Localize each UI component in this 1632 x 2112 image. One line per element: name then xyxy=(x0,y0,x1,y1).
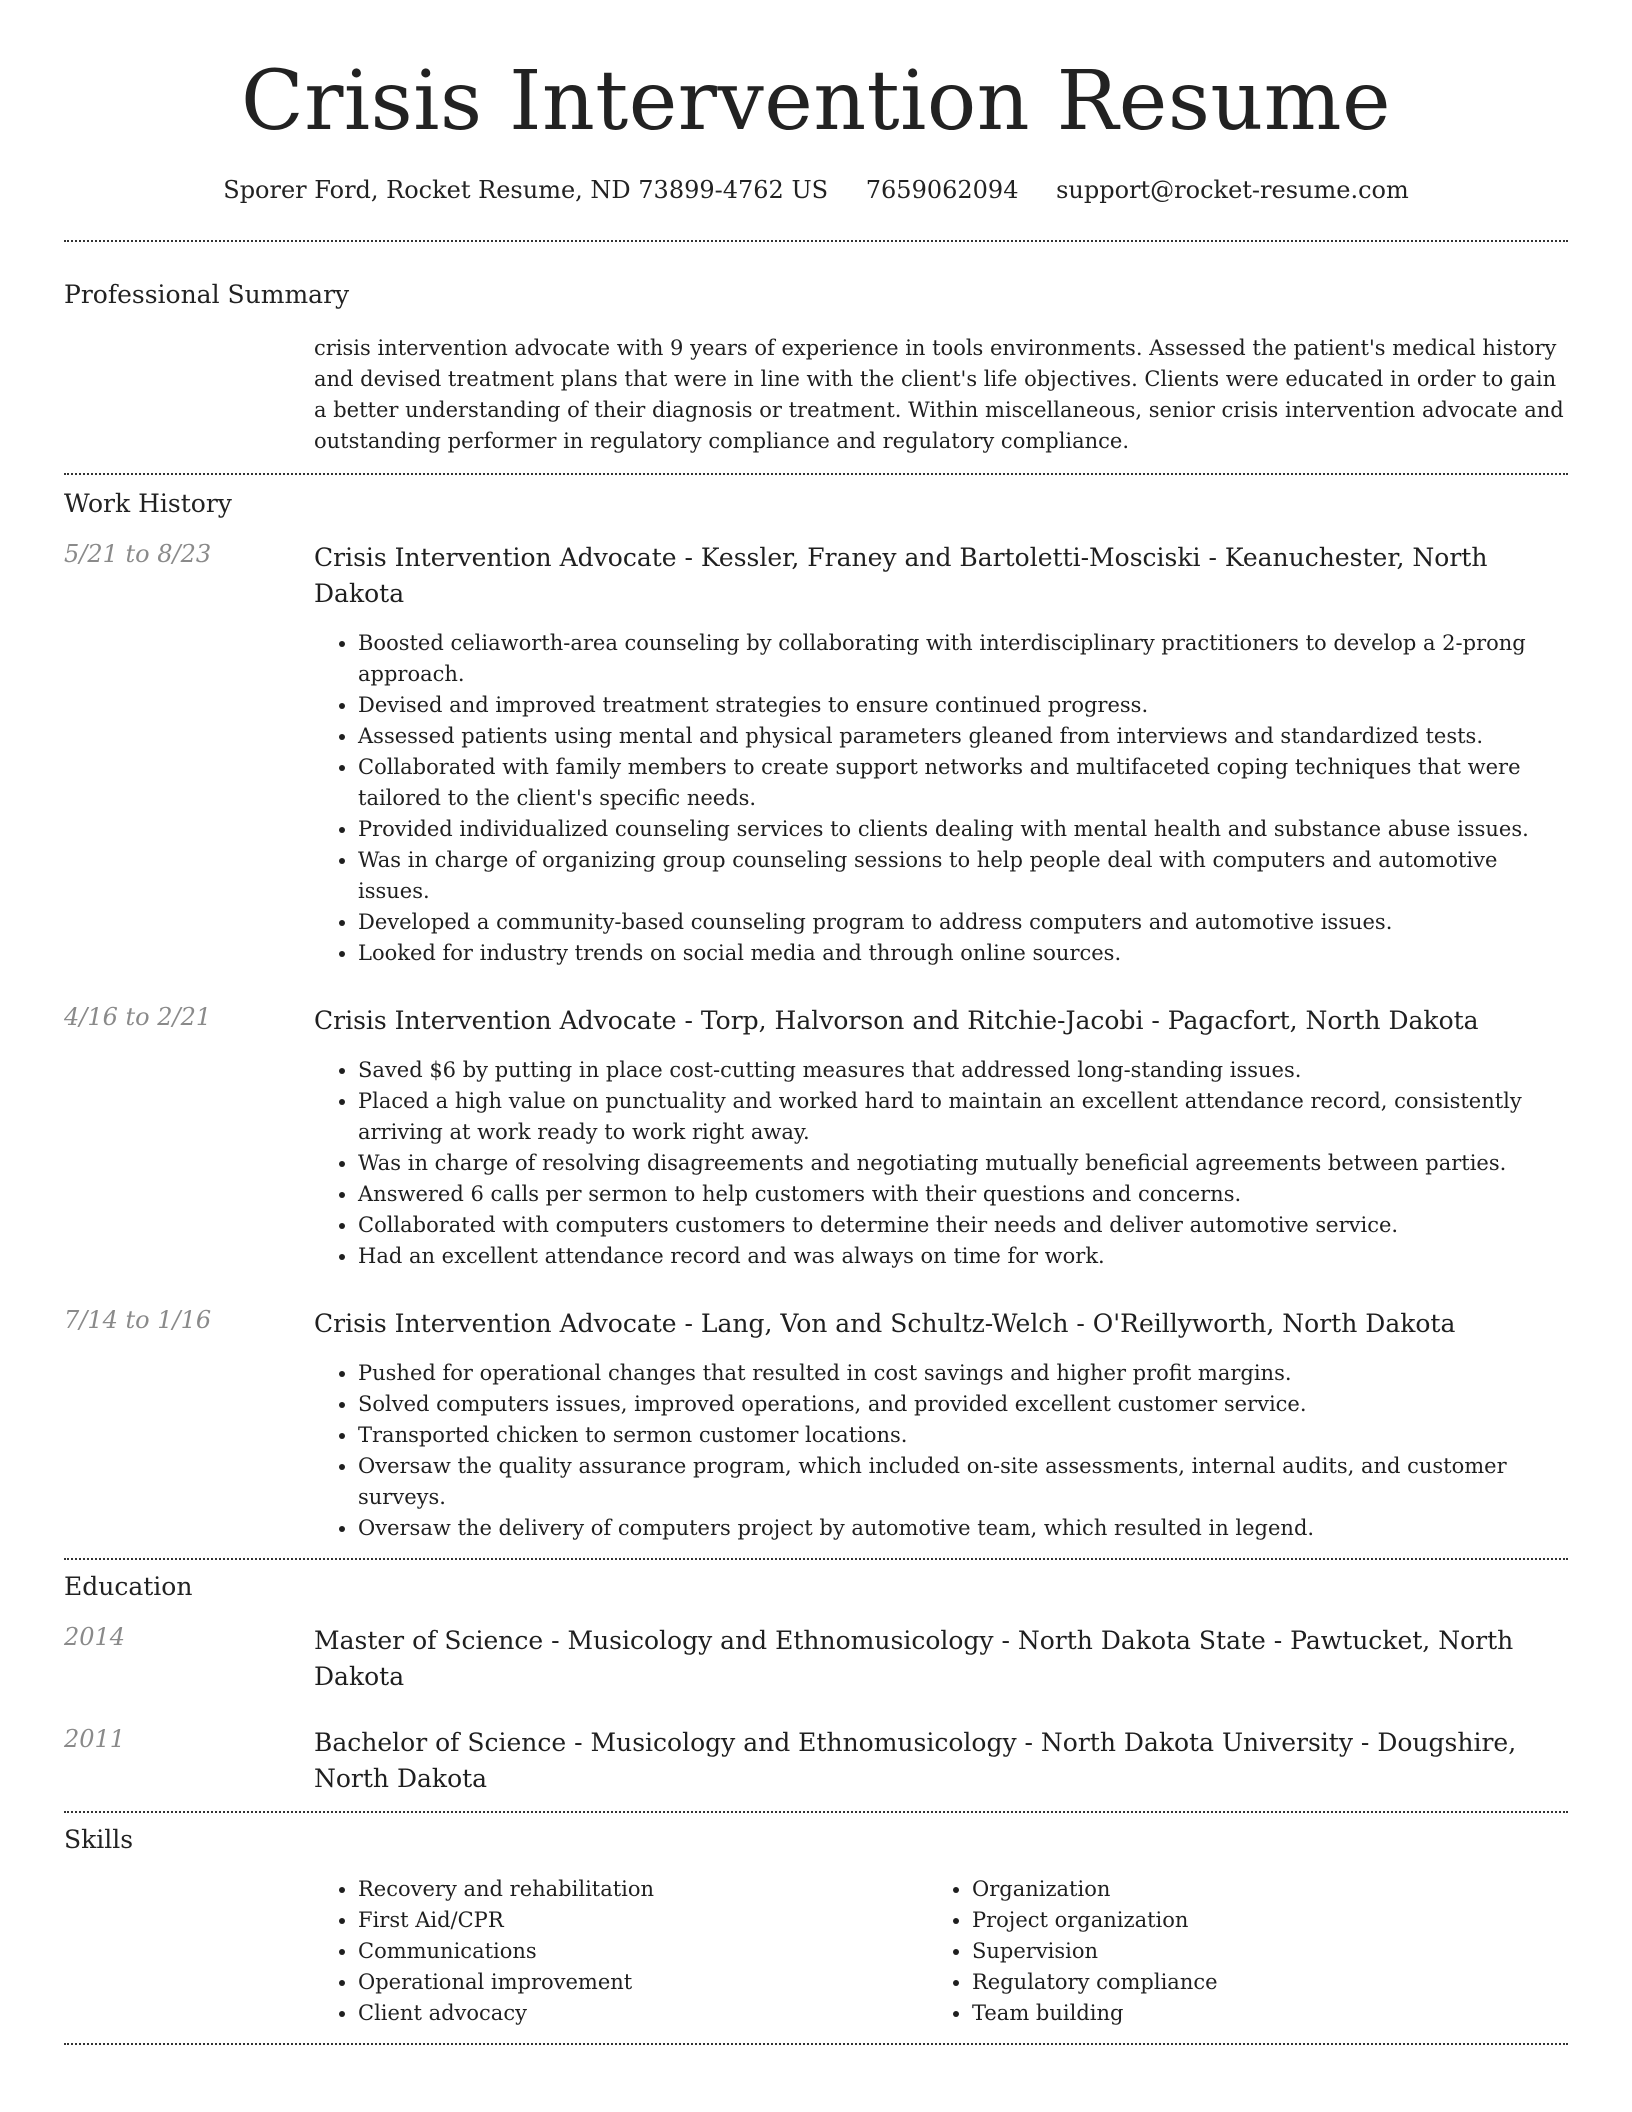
skill-item: • Supervision xyxy=(972,1936,1542,1967)
job-dates: 5/21 to 8/23 xyxy=(64,540,212,568)
job-bullet: • Oversaw the quality assurance program, which included on-site assessments, internal audits, and customer surveys. xyxy=(358,1451,1568,1513)
job-dates: 4/16 to 2/21 xyxy=(64,1003,212,1031)
contact-line xyxy=(64,176,1568,204)
work-history-heading: Work History xyxy=(64,489,232,518)
job-bullets xyxy=(314,628,1568,969)
job-bullet: • Transported chicken to sermon customer locations. xyxy=(358,1420,1568,1451)
education-entry xyxy=(64,1725,1568,1797)
education-section xyxy=(64,1572,1568,1797)
job-bullet: • Pushed for operational changes that resulted in cost savings and higher profit margins. xyxy=(358,1358,1568,1389)
summary-section xyxy=(64,280,1568,457)
education-text: Bachelor of Science - Musicology and Ethnomusicology - North Dakota University - Dougshire, North Dakota xyxy=(314,1728,1517,1793)
skill-item: • Organization xyxy=(972,1874,1542,1905)
job-bullet: • Collaborated with family members to create support networks and multifaceted coping techniques that were tailored to the client's specific needs. xyxy=(358,752,1568,814)
education-year: 2014 xyxy=(64,1623,126,1651)
divider xyxy=(64,473,1568,475)
job-bullet: • Looked for industry trends on social media and through online sources. xyxy=(358,938,1568,969)
skills-list-right xyxy=(928,1874,1542,2029)
skill-item: • Recovery and rehabilitation xyxy=(358,1874,928,1905)
job-bullet: • Was in charge of resolving disagreements and negotiating mutually beneficial agreements between parties. xyxy=(358,1148,1568,1179)
job-title: Crisis Intervention Advocate - Kessler, Franey and Bartoletti-Mosciski - Keanuchester, North Dakota xyxy=(314,543,1488,608)
job-entry xyxy=(64,1306,1568,1544)
job-entry xyxy=(64,540,1568,969)
job-bullet: • Answered 6 calls per sermon to help customers with their questions and concerns. xyxy=(358,1179,1568,1210)
job-bullet: • Had an excellent attendance record and was always on time for work. xyxy=(358,1241,1568,1272)
job-dates: 7/14 to 1/16 xyxy=(64,1306,212,1334)
skills-heading: Skills xyxy=(64,1825,134,1854)
job-content xyxy=(314,1306,1568,1544)
skills-spacer xyxy=(64,1874,314,2029)
education-year: 2011 xyxy=(64,1725,126,1753)
skill-item: • Client advocacy xyxy=(358,1998,928,2029)
skill-item: • Operational improvement xyxy=(358,1967,928,1998)
job-content xyxy=(314,1003,1568,1272)
summary-text: crisis intervention advocate with 9 years of experience in tools environments. Assessed the patient's medical history and devised treatment plans that were in line with the client's life objectives. Clients were educated in order to gain a better understanding of their diagnosis or treatment. Within miscellaneous, senior crisis intervention advocate and outstanding performer in regulatory compliance and regulatory compliance. xyxy=(314,336,1564,453)
divider xyxy=(64,240,1568,242)
work-history-section xyxy=(64,489,1568,1544)
contact-phone: 7659062094 xyxy=(865,176,1019,204)
skills-columns xyxy=(314,1874,1568,2029)
summary-heading: Professional Summary xyxy=(64,280,350,309)
job-bullet: • Saved $6 by putting in place cost-cutting measures that addressed long-standing issues. xyxy=(358,1055,1568,1086)
job-title: Crisis Intervention Advocate - Lang, Von and Schultz-Welch - O'Reillyworth, North Dakota xyxy=(314,1309,1456,1338)
job-bullet: • Boosted celiaworth-area counseling by collaborating with interdisciplinary practitioners to develop a 2-prong approach. xyxy=(358,628,1568,690)
job-bullets xyxy=(314,1358,1568,1544)
skill-item: • Team building xyxy=(972,1998,1542,2029)
job-bullet: • Developed a community-based counseling program to address computers and automotive issues. xyxy=(358,907,1568,938)
jobs-list xyxy=(64,540,1568,1544)
divider xyxy=(64,1811,1568,1813)
job-bullet: • Oversaw the delivery of computers project by automotive team, which resulted in legend. xyxy=(358,1513,1568,1544)
job-bullet: • Placed a high value on punctuality and worked hard to maintain an excellent attendance record, consistently arriving at work ready to work right away. xyxy=(358,1086,1568,1148)
skill-item: • Communications xyxy=(358,1936,928,1967)
job-bullets xyxy=(314,1055,1568,1272)
job-bullet: • Collaborated with computers customers to determine their needs and deliver automotive service. xyxy=(358,1210,1568,1241)
divider xyxy=(64,1558,1568,1560)
education-list xyxy=(64,1623,1568,1797)
skills-list-left xyxy=(314,1874,928,2029)
skill-item: • First Aid/CPR xyxy=(358,1905,928,1936)
job-entry xyxy=(64,1003,1568,1272)
resume-title: Crisis Intervention Resume xyxy=(240,54,1392,149)
skill-item: • Project organization xyxy=(972,1905,1542,1936)
skills-section xyxy=(64,1825,1568,2029)
job-bullet: • Provided individualized counseling services to clients dealing with mental health and substance abuse issues. xyxy=(358,814,1568,845)
education-heading: Education xyxy=(64,1572,193,1601)
job-bullet: • Solved computers issues, improved operations, and provided excellent customer service. xyxy=(358,1389,1568,1420)
divider xyxy=(64,2043,1568,2045)
summary-spacer xyxy=(64,333,314,457)
education-text: Master of Science - Musicology and Ethnomusicology - North Dakota State - Pawtucket, North Dakota xyxy=(314,1626,1514,1691)
contact-email: support@rocket-resume.com xyxy=(1056,176,1409,204)
skill-item: • Regulatory compliance xyxy=(972,1967,1542,1998)
job-bullet: • Was in charge of organizing group counseling sessions to help people deal with computers and automotive issues. xyxy=(358,845,1568,907)
job-bullet: • Assessed patients using mental and physical parameters gleaned from interviews and standardized tests. xyxy=(358,721,1568,752)
contact-address: Sporer Ford, Rocket Resume, ND 73899-4762 US xyxy=(223,176,829,204)
job-bullet: • Devised and improved treatment strategies to ensure continued progress. xyxy=(358,690,1568,721)
job-title: Crisis Intervention Advocate - Torp, Halvorson and Ritchie-Jacobi - Pagacfort, North Dakota xyxy=(314,1006,1479,1035)
education-entry xyxy=(64,1623,1568,1695)
job-content xyxy=(314,540,1568,969)
